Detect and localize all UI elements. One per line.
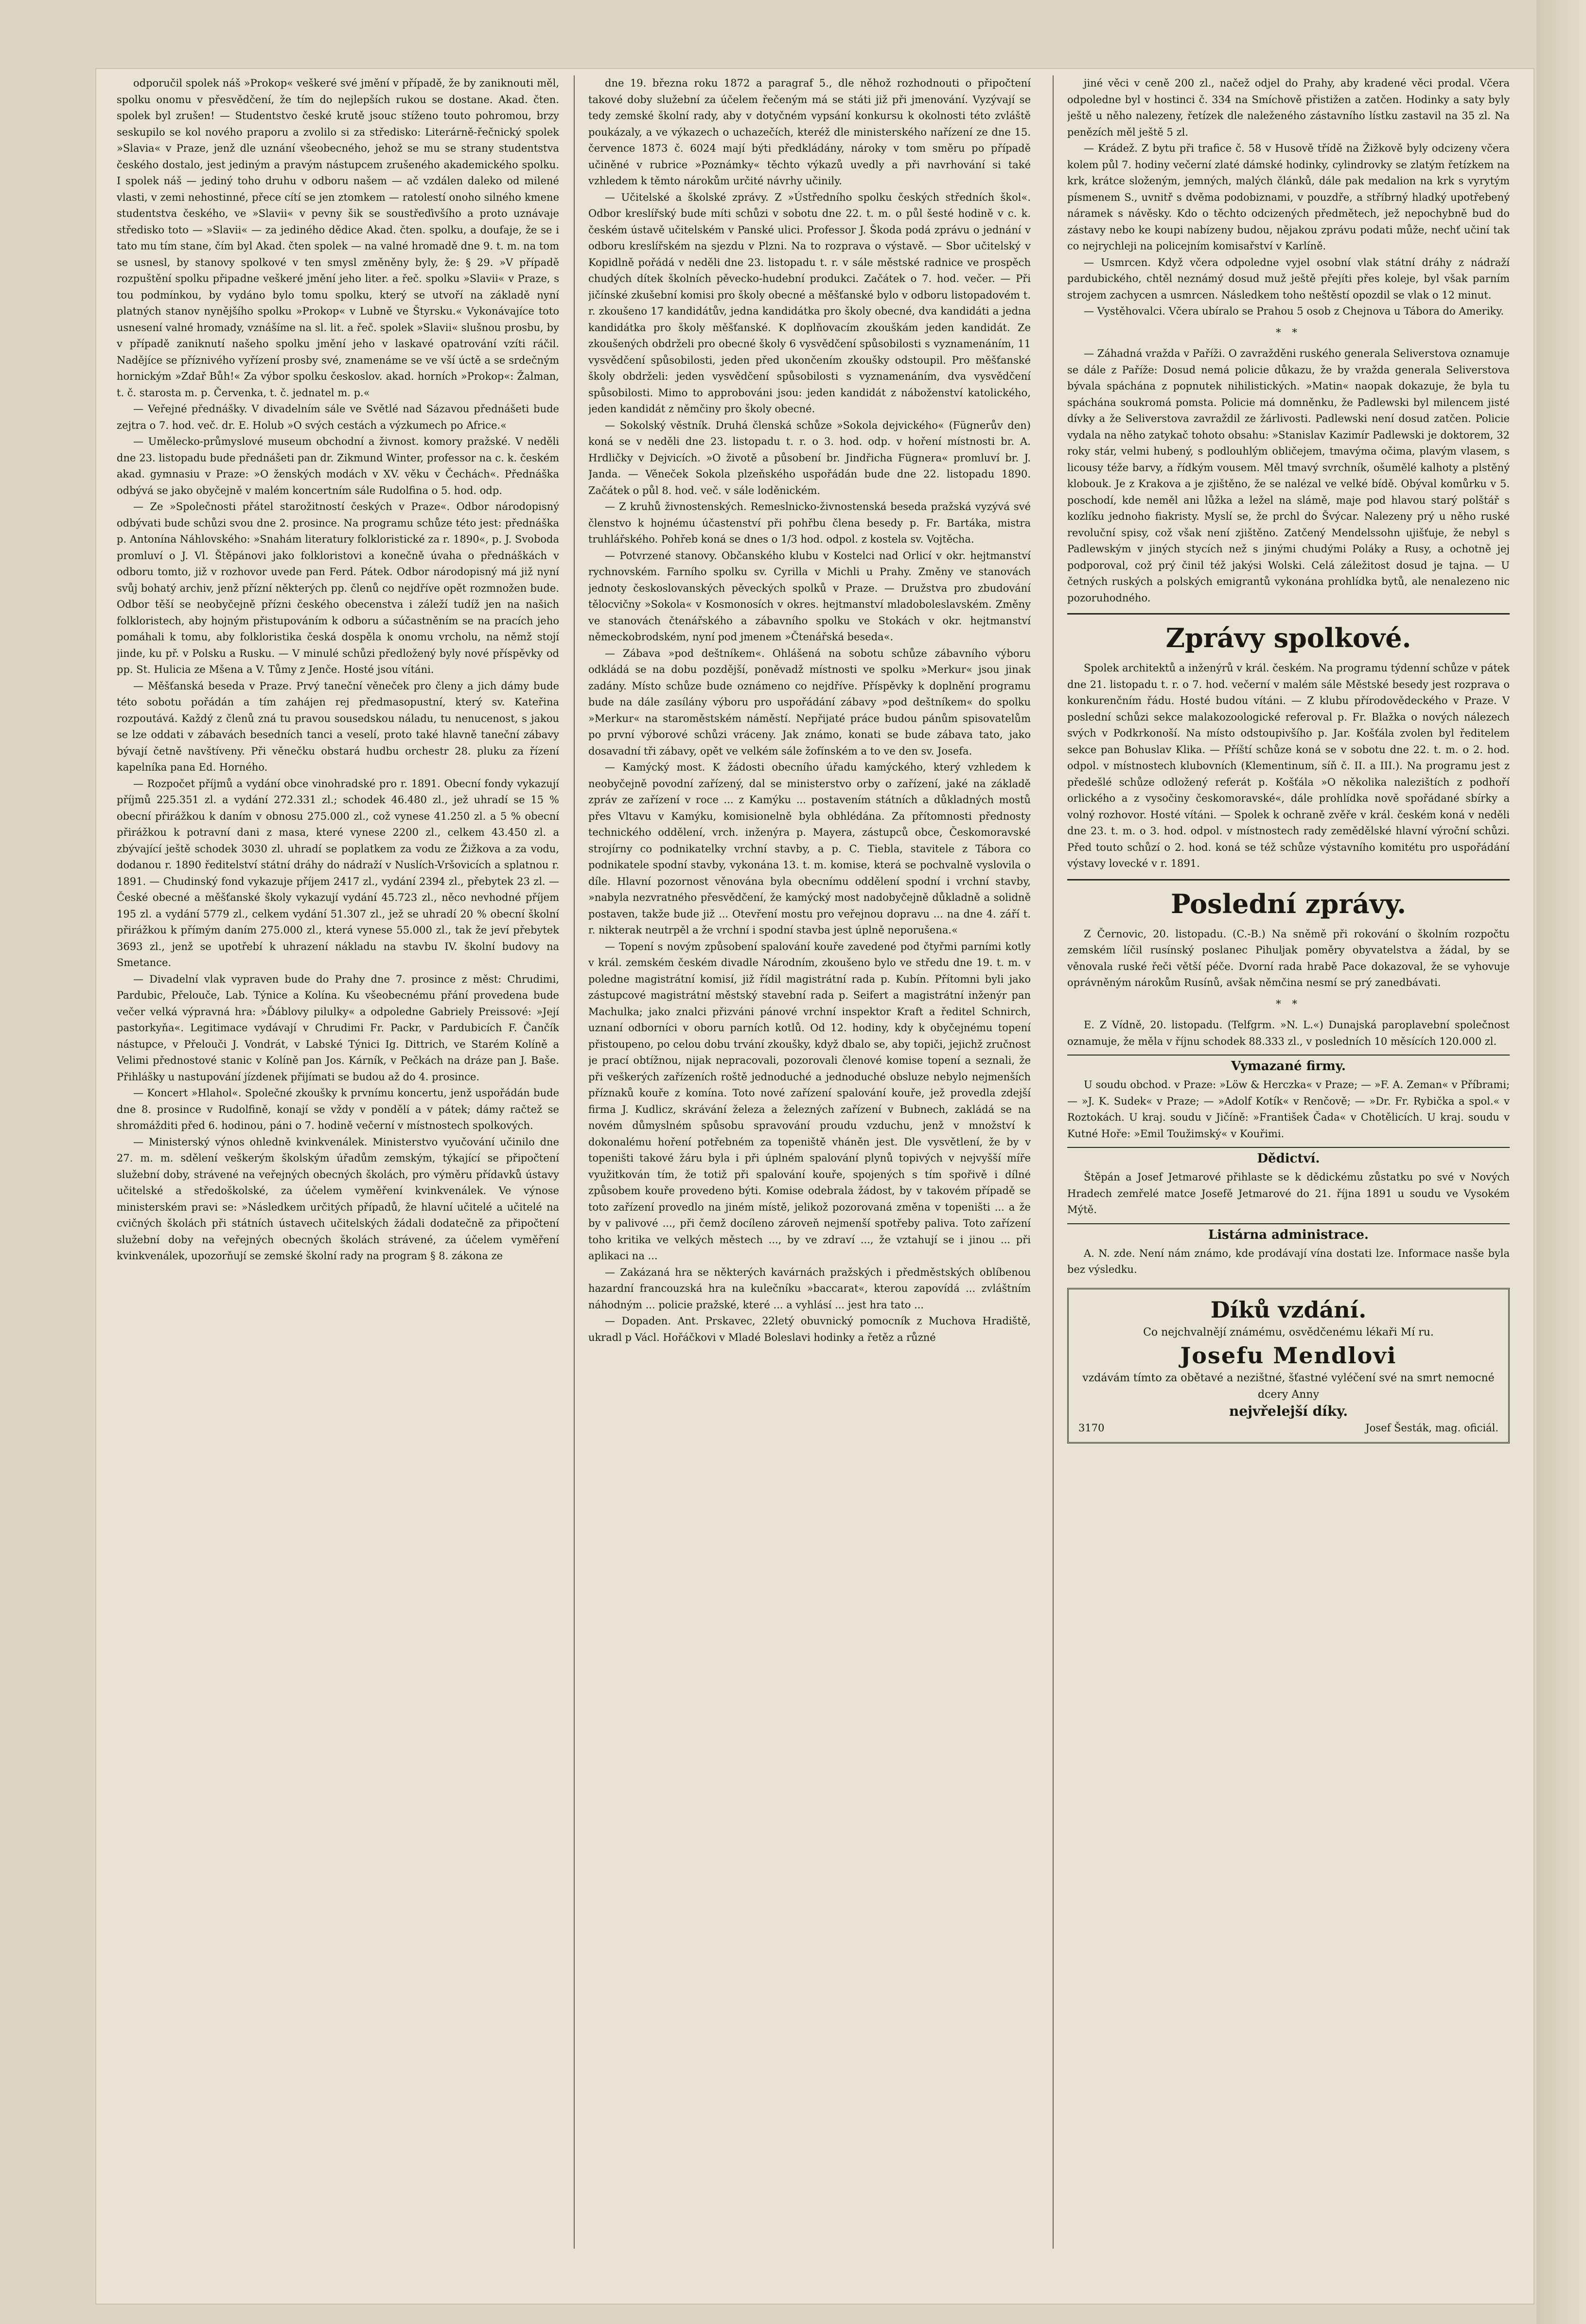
article-club-news: Spolek architektů a inženýrů v král. českém. Na programu týdenní schůze v pátek dne 21. listopadu t. r. o 7. hod. večerní v malém sále Městské besedy jest rozprava o konkurenčním řádu. Hosté budou vítáni. — Z klubu přírodovědeckého v Praze. V poslední schůzi sekce malakozoologické referoval p. Fr. Blažka o nových nálezech svých v Podkrkonoší. Na místo odstoupivšího p. Jar. Košťála zvolen byl ředitelem sekce pan Bohuslav Klika. — Příští schůze koná se v sobotu dne 22. t. m. o 2. hod. odpol. v místnostech klubovních (Klementinum, síň č. II. a III.). Na programu jest z předešlé schůze odložený referát p. Košťála »O několika nalezištích z podhoří orlického a z vysočiny českomoravské«, dále prohlídka nově spořádané sbírky a volný rozhovor. Hosté vítáni. — Spolek k ochraně zvěře v král. českém koná v neděli dne 23. t. m. o 3. hod. odpol. v místnostech rady zemědělské hlavní výroční schůzi. Před touto schůzí o 2. hod. koná se též schůze výstavního komitétu pro uspořádání výstavy lovecké v r. 1891. [1067,662,1510,869]
column-rule [1053,75,1054,2249]
thanks-advertisement [1067,1288,1510,1444]
heading-deleted-firms: Vymazané firmy. [1067,1055,1510,1077]
page-fold-edge [1536,0,1586,2324]
article-forbidden-game: — Zakázaná hra se některých kavárnách pražských i předměstských oblíbenou hazardní francouzská hra na kulečníku »baccarat«, kterou zapovídá ... zvláštním náhodným ... policie pražské, které ... a vyhlásí ... jest hra tato ... [588,1266,1031,1311]
article-hlahol-concert: — Koncert »Hlahol«. Společné zkoušky k prvnímu koncertu, jenž uspořádán bude dne 8. prosince v Rudolfině, konají se vždy v pondělí a v pátek; dámy račtež se shromážditi před 6. hodinou, páni o 7. hodině večerní v místnostech spolkových. [117,1087,559,1131]
article-vienna: E. Z Vídně, 20. listopadu. (Telfgrm. »N. L.«) Dunajská paroplavební společnost oznamuje, že měla v říjnu schodek 88.333 zl., v posledních 10 měsících 120.000 zl. [1067,1019,1510,1047]
article-antiquities-society: — Ze »Společnosti přátel starožitností českých v Praze«. Odbor národopisný odbývati bude schůzi svou dne 2. prosince. Na programu schůze této jest: přednáška p. Antonína Náhlovského: »Snahám literatury folkloristické za r. 1890«, p. J. Svoboda promluví o J. Vl. Štěpánovi jako folkloristovi a konečně úvaha o přednáškách v odboru tomto, již v rozhovor uvede pan Ferd. Pátek. Odbor národopisný má již nyní svůj bohatý archiv, jenž přízní některých pp. členů co nejdříve opět rozmnožen bude. Odbor těší se neobyčejně přízni českého obecenstva i záleží tudíž jen na našich folkloristech, aby hojným přistupováním k odboru a súčastněním se na pracích jeho pomáhali k tomu, aby folkloristika česká dospěla k onomu vrcholu, na němž stojí jinde, ku př. v Polsku a Rusku. — V minulé schůzi předložený byly nové příspěvky od pp. St. Hulicia ze Mšena a V. Tůmy z Jenče. Hosté jsou vítáni. [117,501,559,675]
article-caught-thief: — Dopaden. Ant. Prskavec, 22letý obuvnický pomocník z Muchova Hradiště, ukradl p Václ. Hořáčkovi v Mladé Boleslavi hodinky a řetěz a různé [588,1315,1031,1343]
ad-thanks: nejvřelejší díky. [1229,1403,1348,1419]
heading-latest-news: Poslední zprávy. [1067,879,1510,923]
article-admin-letters: A. N. zde. Není nám známo, kde prodávají vína dostati lze. Informace nasše byla bez výsledku. [1067,1247,1510,1275]
article-approved-statutes: — Potvrzené stanovy. Občanského klubu v Kostelci nad Orlicí v okr. hejtmanství rychnovském. Farního spolku sv. Cyrilla v Michli u Prahy. Změny ve stanovách jednoty českoslovanských pěveckých spolků v Praze. — Družstva pro zbudování tělocvičny »Sokola« v Kosmonosích v okres. hejtmanství mladoboleslavském. Změny ve stanovách čtenářského a zábavního spolku ve Stokách v okr. hejtmanství německobrodském, nyní pod jmenem »Čtenářská beseda«. [588,549,1031,643]
heading-club-news: Zprávy spolkové. [1067,613,1510,657]
column-left [117,75,559,2234]
article-inheritance: Štěpán a Josef Jetmarové přihlaste se k dědickému zůstatku po své v Nových Hradech zemřelé matce Josefě Jetmarové do 21. října 1891 u soudu ve Vysokém Mýtě. [1067,1171,1510,1215]
ad-line: vzdávám tímto za obětavé a nezištné, šťastné vyléčení své na smrt nemocné dcery Anny [1082,1372,1495,1401]
ad-code: 3170 [1078,1422,1105,1434]
article-public-lectures: — Veřejné přednášky. V divadelním sále ve Světlé nad Sázavou přednášeti bude zejtra o 7. hod. več. dr. E. Holub »O svých cestách a výzkumech po Africe.« [117,403,559,431]
article-thief-continued: jiné věci v ceně 200 zl., načež odjel do Prahy, aby kradené věci prodal. Včera odpoledne byl v hostinci č. 334 na Smíchově přistižen a zatčen. Hodinky a saty byly ještě u něho nalezeny, řetízek dle naleženého zástavního lístku zastavil na 35 zl. Na penězích měl ještě 5 zl. [1067,77,1510,138]
section-separator: * * [1276,998,1301,1010]
ad-footer [1078,1420,1498,1436]
article-prokop-letter: odporučil spolek náš »Prokop« veškeré své jmění v případě, že by zaniknouti měl, spolku onomu v přesvědčení, že tím do nejlepších rukou se dostane. Akad. čten. spolek byl zrušen! — Studentstvo české krutě jsouc stíženo touto pohromou, brzy seskupilo se kol nového praporu a zvolilo si za středisko: Literárně-řečnický spolek »Slavia« v Praze, jenž dle uznání všeobecného, jehož se mu se strany studentstva českého dostalo, jest jediným a pravým nástupcem zrušeného akademického spolku. I spolek náš — jediný toho druhu v odboru našem — ač vzdálen daleko od milené vlasti, v zemi nehostinné, přece cítí se jen ztomkem — ratolestí onoho silného kmene studentstva českého, ve »Slavii« v pevny šik se soustřeďivšího a proto uznávaje středisko toto — »Slavii« — za jediného dědice Akad. čten. spolku, a doufaje, že se i tato mu tím stane, čím byl Akad. čten spolek — na valné hromadě dne 9. t. m. na tom se usnesl, by stanovy spolkové v ten smysl změněny byly, že: § 29. »V případě rozpuštění spolku připadne veškeré jmění jeho liter. a řeč. spolku »Slavii« v Praze, s tou podmínkou, by vydáno bylo tomu spolku, který se utvoří na základě nyní platných stanov nynějšího spolku »Prokop« v Lubně ve Štyrsku.« Vykonávajíce toto usnesení valné hromady, vznášíme na sl. lit. a řeč. spolek »Slavii« slušnou prosbu, by v případě zaniknutí našeho spolku jmění jeho v laskavé opatrování vzíti ráčil. Nadějíce se příznivého vyřízení prosby své, znamenáme se ve vší úctě a se srdečným hornickým »Zdař Bůh!« Za výbor spolku českoslov. akad. horních »Prokop«: Žalman, t. č. starosta m. p. Červenka, t. č. jednatel m. p.« [117,77,559,399]
article-chernivtsi: Z Černovic, 20. listopadu. (C.-B.) Na sněmě při rokování o školním rozpočtu zemském líčil rusínský poslanec Pihuljak poměry obyvatelstva a žádal, by se věnovala ruské řeči větší péče. Dvorní rada hrabě Pace dokazoval, že se vyhovuje oprávněným nárokům Rusínů, avšak němčina nesmí se prý zanedbávati. [1067,928,1510,988]
article-vinohrady-budget: — Rozpočet příjmů a vydání obce vinohradské pro r. 1891. Obecní fondy vykazují příjmů 225.351 zl. a vydání 272.331 zl.; schodek 46.480 zl., jež uhradí se 15 % obecní přirážkou k daním v obnosu 275.000 zl., což vynese 41.250 zl. a 5 % obecní přirážkou k potravní dani z masa, které vynese 2200 zl., celkem 43.450 zl. a zbývající ještě schodek 3030 zl. uhradí se poplatkem za vodu ze Žižkova a za vodu, dodanou r. 1890 ředitelství státní dráhy do nádraží v Nuslích-Vršovicích a splatnou r. 1891. — Chudinský fond vykazuje příjem 2417 zl., vydání 2394 zl., přebytek 23 zl. — České obecné a měšťanské školy vykazují vydání 45.723 zl., něco nevhodné příjem 195 zl. a vydání 5779 zl., celkem vydání 51.307 zl., jež se uhradí 20 % obecní školní přirážkou k přímým daním 275.000 zl., která vynese 55.000 zl., tak že jeví přebytek 3693 zl., jenž se upotřebí k uhrazení nákladu na stavbu IV. školní budovy na Smetance. [117,777,559,968]
section-separator: * * [1276,326,1301,338]
article-theatre-train: — Divadelní vlak vypraven bude do Prahy dne 7. prosince z měst: Chrudimi, Pardubic, Přelouče, Lab. Týnice a Kolína. Ku všeobecnému přání provedena bude večer velká výpravná hra: »Ďáblovy pilulky« a odpoledne Gabriely Preissové: »Její pastorkyňa«. Legitimace vydávají v Chrudimi Fr. Packr, v Pardubicích F. Čančík nástupce, v Přelouči J. Vondrát, v Labské Týnici Ig. Dittrich, ve Starém Kolíně a Velimi přednostové stanic v Kolíně pan Jos. Kárník, v Pečkách na dráze pan J. Baše. Přihlášky u nastupování jízdenek přijímati se budou až do 4. prosince. [117,973,559,1083]
column-middle [588,75,1031,2234]
article-school-news: — Učitelské a školské zprávy. Z »Ústředního spolku českých středních škol«. Odbor kreslířský bude míti schůzi v sobotu dne 22. t. m. o půl šesté hodině v c. k. českém ústavě učitelském v Panské ulici. Professor J. Škoda podá zprávu o jednání v odboru kreslířském na sjezdu v Plzni. Na to rozprava o výstavě. — Sbor učitelský v Kopidlně pořádá v neděli dne 23. listopadu t. r. v sále městské radnice ve prospěch chudých dítek školních pěvecko-hudební produkci. Začátek o 7. hod. večer. — Při jičínské zkušební komisi pro školy obecné a měšťanské bylo v odboru listopadovém t. r. zkoušeno 17 kandidátův, jedna kandidátka pro školy obecné, dva kandidáti a jedna kandidátka pro školy měšťanské. K doplňovacím zkouškám jeden kandidát. Ze zkoušených obdrželi pro obecné školy 6 vysvědčení spůsobilosti s vyznamenáním, 11 vysvědčení spůsobilosti, jeden před ukončením zkoušky odstoupil. Pro měšťanské školy obdrželi: jeden vysvědčení spůsobilosti s vyznamenáním, dva vysvědčení spůsobilosti. Mimo to approbováni jsou: jeden kandidát z náboženství katolického, jeden kandidát z němčiny pro školy obecné. [588,191,1031,415]
article-burgher-club: — Měšťanská beseda v Praze. Prvý taneční věneček pro členy a jich dámy bude této sobotu pořádán a tím zahájen rej předmasopustní, který sv. Kateřina rozpoutává. Každý z členů zná tu pravou sousedskou náladu, tu nenucenost, s jakou se lze oddati v zábavách besedních tanci a veselí, proto také hlavně taneční zábavy bývají četně navštíveny. Při věnečku obstará hudbu orchestr 28. pluku za řízení kapelníka pana Ed. Horného. [117,680,559,773]
article-deleted-firms: U soudu obchod. v Praze: »Löw & Herczka« v Praze; — »F. A. Zeman« v Příbrami; — »J. K. Sudek« v Praze; — »Adolf Kotík« v Renčově; — »Dr. Fr. Rybička a spol.« v Roztokách. U kraj. soudu v Jičíně: »František Čada« v Chotělicích. U kraj. soudu v Kutné Hoře: »Emil Toužimský« v Kouřimi. [1067,1079,1510,1140]
article-museum: — Umělecko-průmyslové museum obchodní a živnost. komory pražské. V neděli dne 23. listopadu bude přednášeti pan dr. Zikmund Winter, professor na c. k. českém akad. gymnasiu v Praze: »O ženských modách v XV. věku v Čechách«. Přednáška odbývá se jako obyčejně v malém koncertním sále Rudolfina o 5. hod. odp. [117,436,559,496]
article-umbrella-party: — Zábava »pod deštníkem«. Ohlášená na sobotu schůze zábavního výboru odkládá se na dobu pozdější, poněvadž místnosti ve spolku »Merkur« jsou jinak zadány. Místo schůze bude oznámeno co nejdříve. Příspěvky k doplnění programu bude na dále zasílány výboru pro uspořádání zábavy »pod deštníkem« do spolku »Merkur« na staroměstském náměstí. Nepřijaté práce budou pánům spisovatelům po první výborové schůzi vráceny. Jak známo, konati se bude zábava tato, jako dosavadní tři zábavy, opět ve velkém sále žofínském a to ve den sv. Josefa. [588,647,1031,757]
ad-title: Díků vzdání. [1210,1296,1367,1323]
article-theft: — Krádež. Z bytu při trafice č. 58 v Husově třídě na Žižkově byly odcizeny včera kolem půl 7. hodiny večerní zlaté dámské hodinky, cylindrovky se zlatým řetízkem na krk, krátce složeným, jemných, malých článků, dále pak medalion na krk s vyrytým písmenem S., uvnitř s dvěma podobiznami, v pouzdře, a stříbrný hladký upotřebený náramek s návěsky. Kdo o těchto odcizených předmětech, jež nepochybně bud do zástavy nebo ke koupi nabízeny budou, nějakou zprávu podati může, nechť učiní tak co nejrychleji na policejním komisařství v Karlíně. [1067,142,1510,252]
article-paris-murder: — Záhadná vražda v Paříži. O zavražděni ruského generala Seliverstova oznamuje se dále z Paříže: Dosud nemá policie důkazu, že by vražda generala Seliverstova bývala spáchána z popnutek nihilistických. »Matin« naopak dokazuje, že byla tu spáchána soukromá pomsta. Policie má domněnku, že Padlewski byl milencem jisté dívky a že Seliverstova zavraždil ze žárlivosti. Padlewski není dosud zatčen. Policie vydala na něho zatykač tohoto obsahu: »Stanislav Kazimír Padlewski je doktorem, 32 roky stár, velmi hubený, s podlouhlým obličejem, tmavýma očima, plavým vlasem, s licousy téže barvy, a řídkým vousem. Měl tmavý svrchník, ošumělé kalhoty a plstěný klobouk. Je z Krakova a je zjištěno, že se nalézal ve velké bídě. Obýval komůrku v 5. poschodí, kde neměl ani lůžka a ležel na slámě, maje pod hlavou starý polštář s kozlíku jednoho fiakristy. Myslí se, že prchl do Švýcar. Nalezeny prý u něho ruské revoluční spisy, což však není zjištěno. Zatčený Mendelssohn ujišťuje, že nebyl s Padlewským v jiných stycích než s jinými chudými Poláky a Rusy, a ochotně jej podporoval, což prý činil též jakýsi Wolski. Celá záležitost dosud je tajna. — U četných ruských a polských emigrantů vykonána prohlídka bytů, ale nenalezeno nic pozoruhodného. [1067,348,1510,604]
article-kamyk-bridge: — Kamýcký most. K žádosti obecního úřadu kamýckého, který vzhledem k neobyčejně povodní zařízený, dal se ministerstvo orby o zařízení, jaké na základě zpráv ze zařízení v roce ... z Kamýku ... postavením státních a důkladných mostů přes Vltavu v Kamýku, komisionelně byla obhlédána. Za přítomnosti přednosty technického oddělení, vrch. inženýra p. Mayera, zástupců obce, Českomoravské strojírny co podnikatelky vrchní stavby, a p. C. Tiebla, stavitele z Tábora co podnikatele spodní stavby, vykonána 13. t. m. komise, která se pochvalně vyslovila o díle. Hlavní pozornost věnována byla obecnímu oddělení spodní i vrchní stavby, »nabyla nezvratného přesvědčení, že kamýcký most nadobyčejně důkladně a solidně postaven, takže bude již ... Otevření mostu pro veřejnou dopravu ... na dne 4. září t. r. nikterak neutrpěl a že vrchní i spodní stavba jest úplně neporušena.« [588,761,1031,936]
article-decree-continued: dne 19. března roku 1872 a paragraf 5., dle něhož rozhodnouti o připočtení takové doby služební za účelem řečeným má se státi již při jmenování. Vyzývají se tedy zemské školní rady, aby v dotyčném vypsání konkursu k okolnosti této zvláště poukázaly, a ve výkazech o uchazečích, kteréž dle ministerského nařízení ze dne 15. července 1873 č. 6024 mají býti předkládány, nároky v tom směru po případě učiněné v rubrice »Poznámky« těchto výkazů uvedly a při navrhování si také vzhledem k těmto nárokům určité návrhy učinily. [588,77,1031,187]
article-trade-circles: — Z kruhů živnostenských. Remeslnicko-živnostenská beseda pražská vyzývá své členstvo k hojnému účastenství při pohřbu člena besedy p. Fr. Bartáka, mistra truhlářského. Pohřeb koná se dnes o 1/3 hod. odpol. z kostela sv. Vojtěcha. [588,501,1031,545]
column-right [1067,75,1510,2234]
heading-inheritance: Dědictví. [1067,1147,1510,1169]
ad-name: Josefu Mendlovi [1180,1342,1397,1369]
ad-signature: Josef Šesták, mag. oficiál. [1365,1422,1498,1434]
article-killed: — Usmrcen. Když včera odpoledne vyjel osobní vlak státní dráhy z nádraží pardubického, chtěl neznámý dosud muž ještě přejíti přes koleje, byl však parním strojem zachycen a usmrcen. Následkem toho neštěstí opozdil se vlak o 12 minut. [1067,256,1510,301]
column-rule [574,75,575,2249]
article-sokol-news: — Sokolský věstník. Druhá členská schůze »Sokola dejvického« (Fügnerův den) koná se v neděli dne 23. listopadu t. r. o 3. hod. odp. v hoření místnosti br. A. Hrdličky v Dejvicích. »O životě a působení br. Jindřicha Fügnera« promluví br. J. Janda. — Věneček Sokola plzeňského uspořádán bude dne 22. listopadu 1890. Začátek o půl 8. hod. več. v sále loděnickém. [588,419,1031,496]
article-ministerial-decree: — Ministerský výnos ohledně kvinkvenálek. Ministerstvo vyučování učinilo dne 27. m. m. sdělení veškerým školským úřadům zemským, týkající se připočtení služební doby, strávené na veřejných obecných školách, pro výměru přídavků ústavy učitelské a středoškolské, za účelem vyměření kvinkvenálek. Ve výnose ministerském pravi se: »Následkem určitých případů, že hlavní učitelé a učitelé na cvičných školách při státních ústavech učitelských žádali dodatečně za připočtení služební doby na veřejných obecných školách strávené, za účelem vyměření kvinkvenálek, upozorňují se zemské školní rady na program § 8. zákona ze [117,1136,559,1262]
article-heating-test: — Topení s novým způsobení spalování kouře zavedené pod čtyřmi parními kotly v král. zemském českém divadle Národním, zkoušeno bylo ve středu dne 19. t. m. v poledne magistrátní komisí, již řídil magistrátní rada p. Kubín. Přítomni byli jako zástupcové magistrátní městský stavební rada p. Seifert a magistrátní inženýr pan Machulka; jako znalci přizváni pánové vrchní inspektor Kraft a ředitel Schnirch, uznaní odborníci v oboru parních kotlů. Od 12. hodiny, kdy k obyčejnému topení přistoupeno, po celou dobu trvání zkoušky, když dbalo se, aby topiči, jejichž zručnost je prací obtížnou, nijak nepracovali, pozorovali členové komise topení a seznali, že při veškerých zařízeních roště jednoduché a jednoduché obsluze nebylo nejmenších příznaků kouře z komína. Toto nové zařízení spalování kouře, jež provedla zdejší firma J. Kudlicz, skrávání železa a železných zařízení v Bubnech, zakládá se na novém důmyslném spůsobu spravování proudu vzduchu, jenž v množství k dokonalému hoření potřebném za topeniště vháněn jest. Dle vysvětlení, že by v topeništi takové žáru byla i při úplném spalování plynů topivých v nejvyšší míře využitkován tím, že totiž při spalování kouře, spojených s tím spořivě i dílné způsobem kouře provedeno býti. Komise odebrala žádost, by v takovém případě se toto zařízení provedlo na jiném místě, jelikož pozorovaná změna v topeništi ... a že by v palivové ..., při čemž docíleno zároveň nejmenší spotřeby paliva. Toto zařízení toho kritika ve velkých městech ..., by ve zdraví ..., že vztahují se i jinou ... při aplikaci na ... [588,940,1031,1262]
heading-admin-letters: Listárna administrace. [1067,1223,1510,1246]
ad-line: Co nejchvalnějí známému, osvědčenému lékaři Mí ru. [1143,1326,1434,1338]
article-emigrants: — Vystěhovalci. Včera ubíralo se Prahou 5 osob z Chejnova u Tábora do Ameriky. [1084,305,1504,317]
